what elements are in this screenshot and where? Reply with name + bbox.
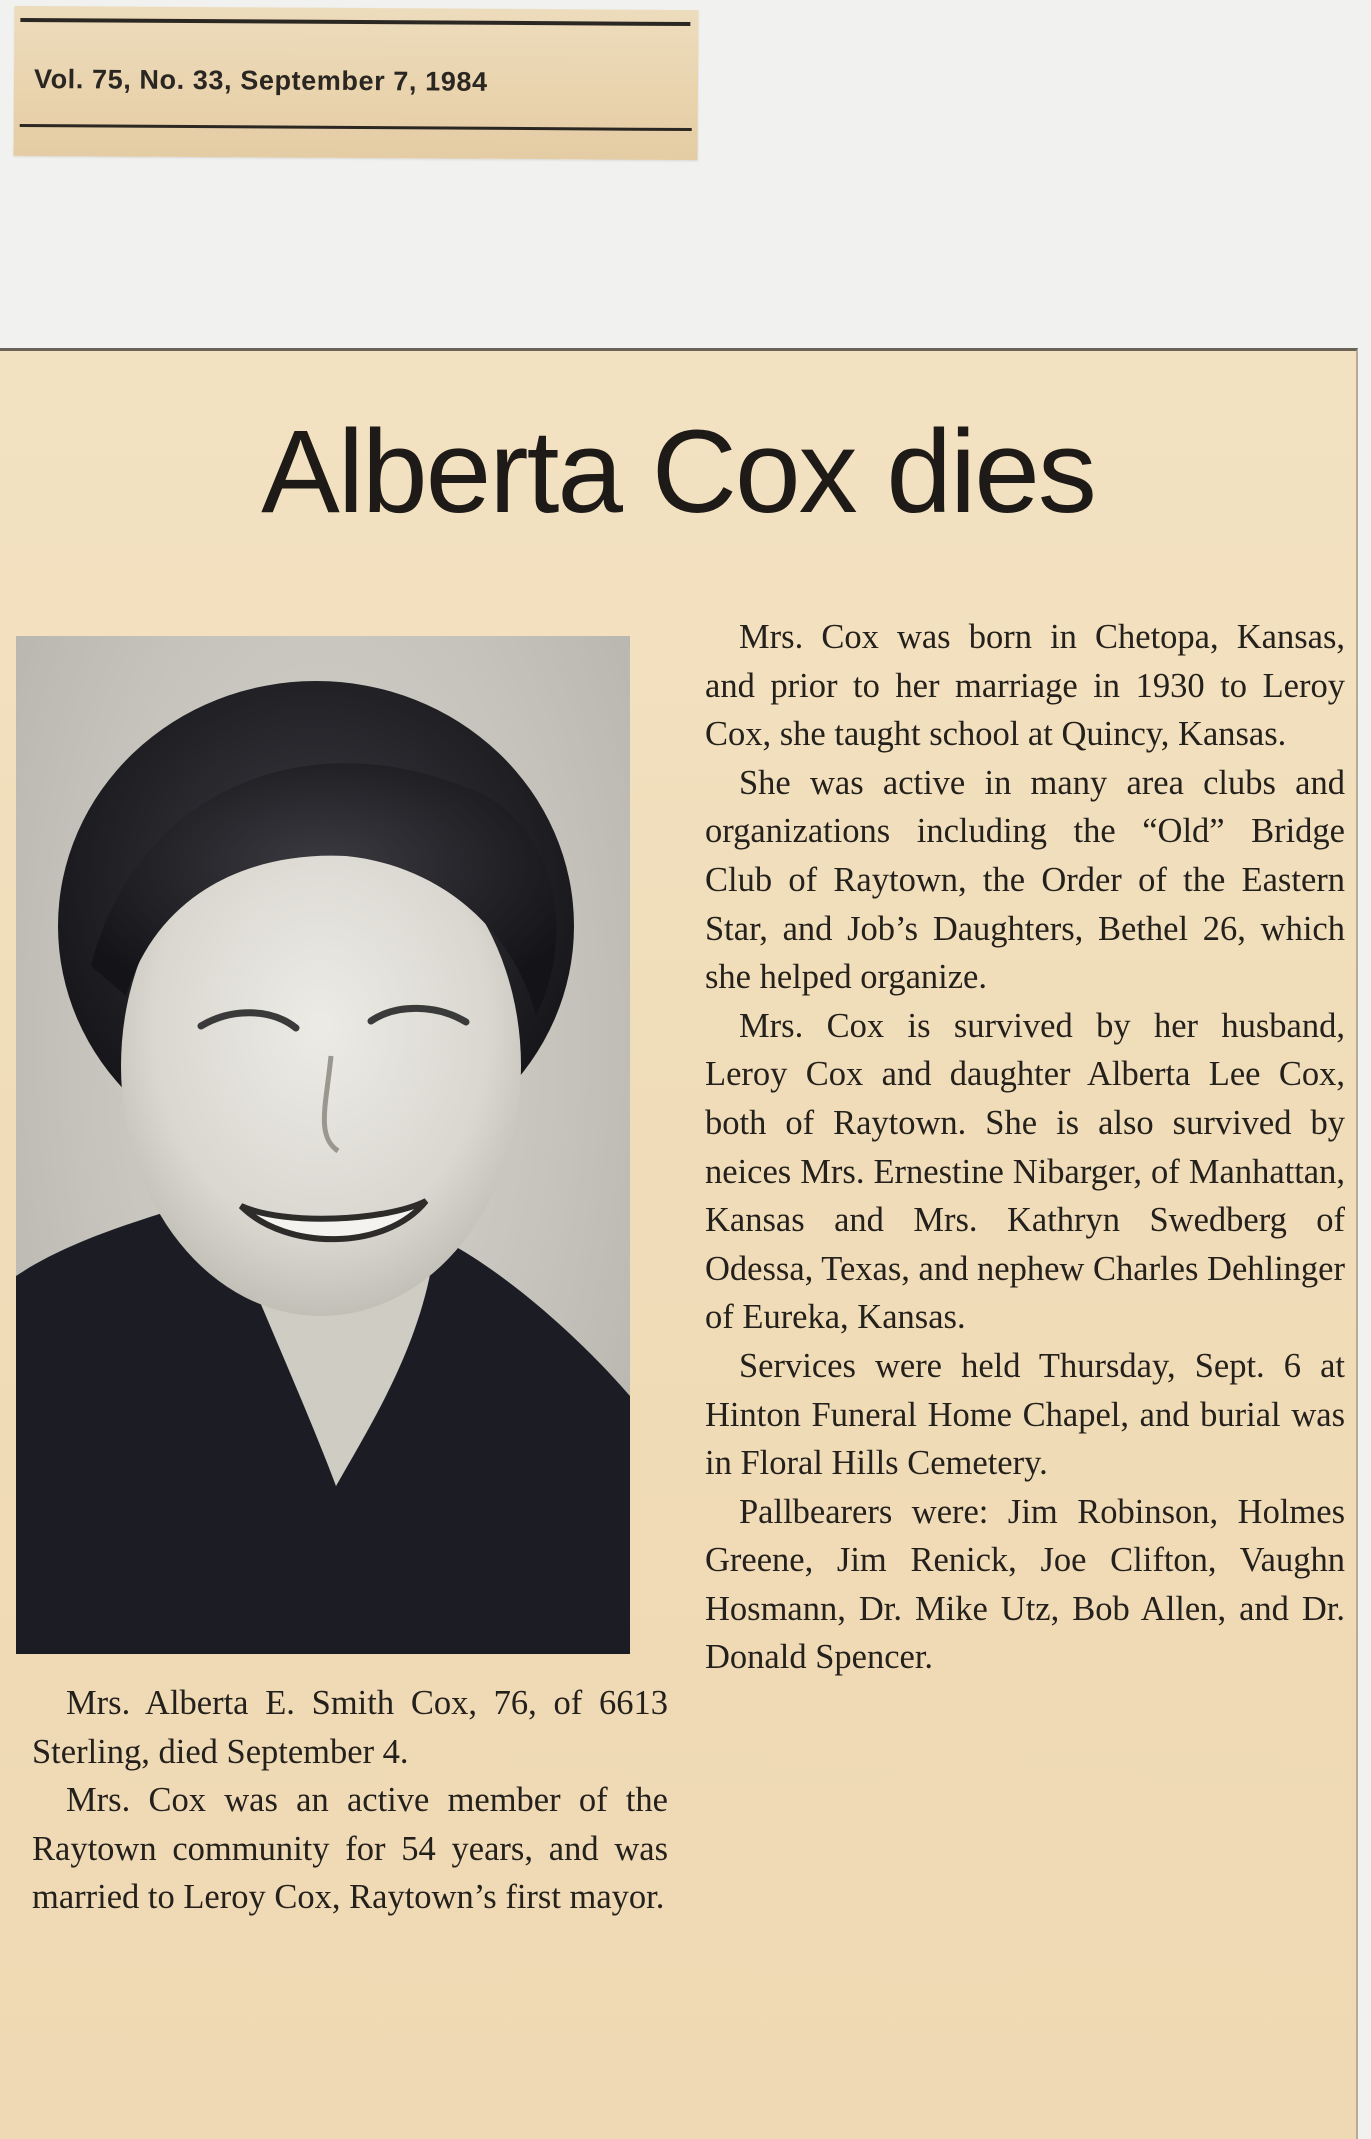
obituary-clipping — [0, 348, 1358, 2139]
article-paragraph: Services were held Thursday, Sept. 6 at Hinton Funeral Home Chapel, and burial was in Floral Hills Cemetery. — [705, 1346, 1345, 1483]
left-text-column — [32, 1679, 668, 1922]
portrait-illustration — [16, 636, 630, 1654]
article-paragraph: She was active in many area clubs and organizations including the “Old” Bridge Club of Raytown, the Order of the Eastern Star, and Job’s Daughters, Bethel 26, which she helped organize. — [705, 763, 1345, 997]
article-paragraph: Mrs. Cox was born in Chetopa, Kansas, and prior to her marriage in 1930 to Leroy Cox, she taught school at Quincy, Kansas. — [705, 618, 1345, 754]
masthead-top-rule — [20, 18, 690, 26]
issue-line: Vol. 75, No. 33, September 7, 1984 — [33, 64, 488, 97]
right-text-column — [705, 613, 1345, 1682]
portrait-photo — [16, 636, 630, 1654]
masthead-clipping — [14, 6, 699, 160]
article-paragraph: Pallbearers were: Jim Robinson, Holmes Greene, Jim Renick, Joe Clifton, Vaughn Hosmann, Dr. Mike Utz, Bob Allen, and Dr. Donald Spencer. — [705, 1492, 1345, 1677]
article-paragraph: Mrs. Cox was an active member of the Raytown community for 54 years, and was married to Leroy Cox, Raytown’s first mayor. — [32, 1781, 668, 1917]
article-paragraph: Mrs. Cox is survived by her husband, Leroy Cox and daughter Alberta Lee Cox, both of Raytown. She is also survived by neices Mrs. Ernestine Nibarger, of Manhattan, Kansas and Mrs. Kathryn Swedberg of Odessa, Texas, and nephew Charles Dehlinger of Eureka, Kansas. — [705, 1006, 1345, 1337]
headline: Alberta Cox dies — [261, 406, 1095, 538]
masthead-bottom-rule — [20, 124, 692, 131]
article-paragraph: Mrs. Alberta E. Smith Cox, 76, of 6613 Sterling, died September 4. — [32, 1684, 668, 1771]
